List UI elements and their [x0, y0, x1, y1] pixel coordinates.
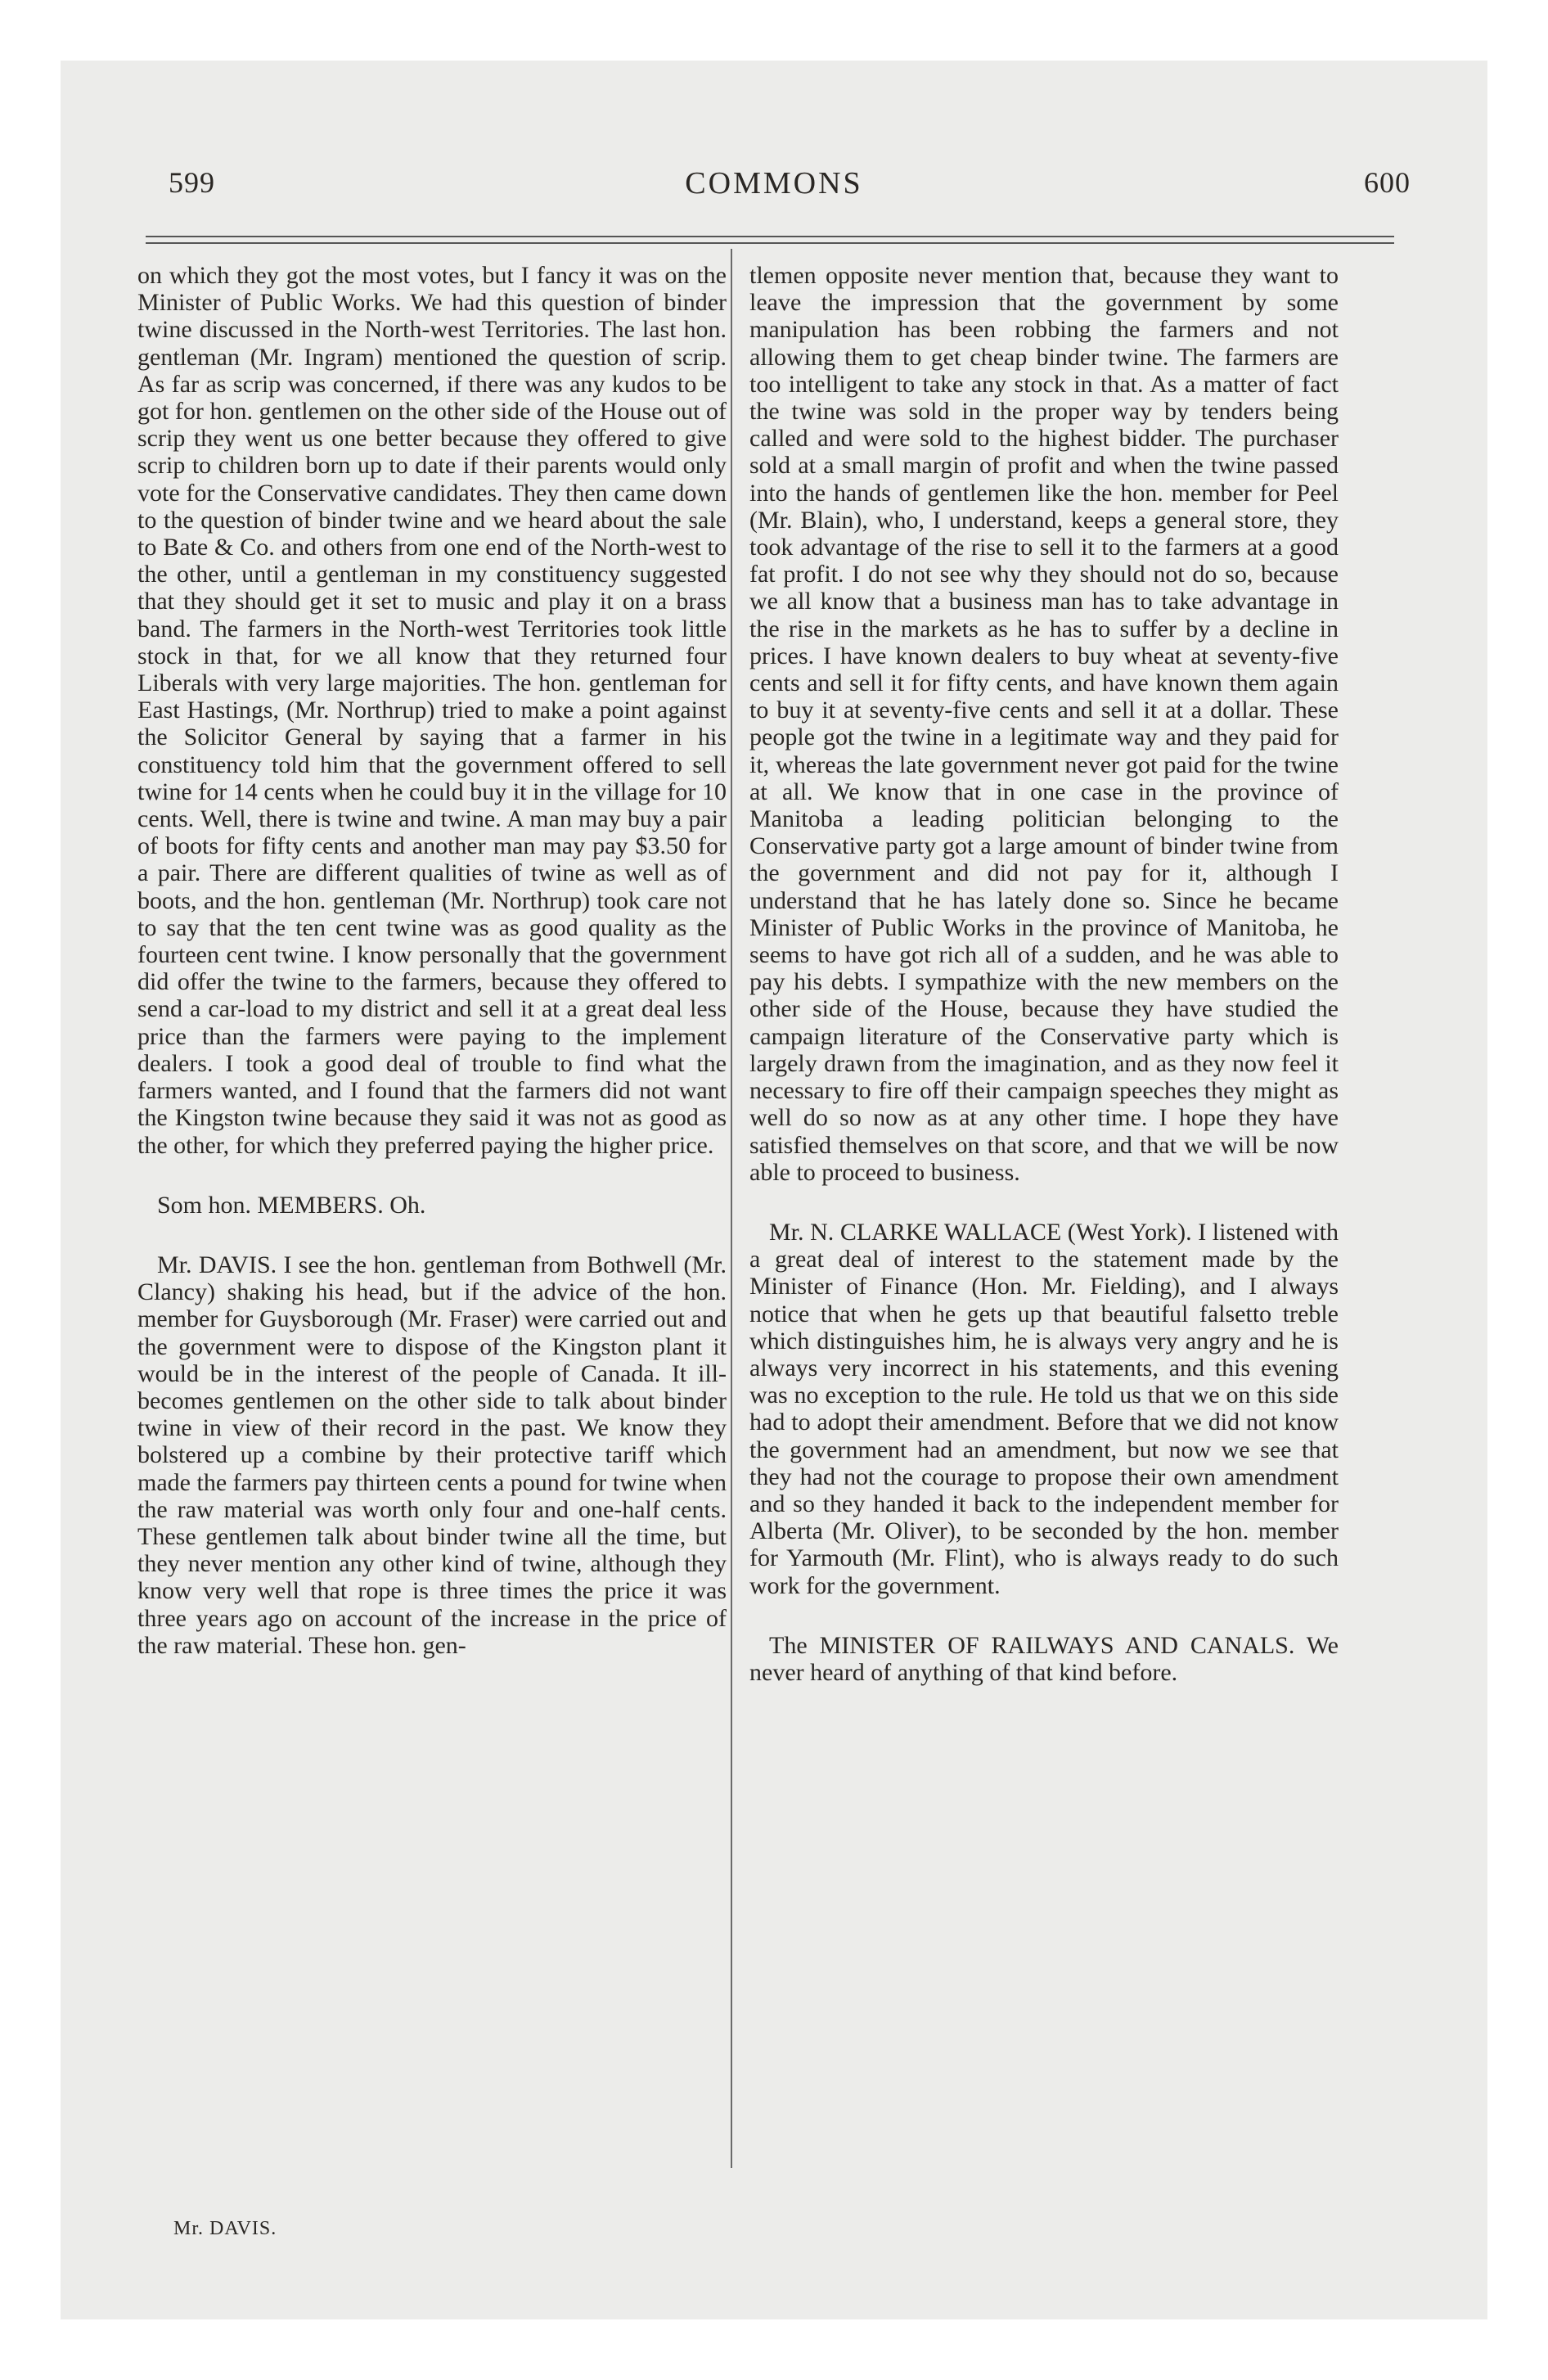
- left-paragraph-2: Som hon. MEMBERS. Oh.: [157, 1191, 426, 1219]
- left-column: [137, 262, 727, 1659]
- left-paragraph-1: on which they got the most votes, but I fancy it was on the Minister of Public Works. We had this question of binder twine discussed in the North-west Territories. The last hon. gentleman (Mr. Ingram) mentioned the question of scrip. As far as scrip was concerned, if there was any kudos to be got for hon. gentlemen on the other side of the House out of scrip they went us one better because they offered to give scrip to children born up to date if their parents would only vote for the Conservative candidates. They then came down to the question of binder twine and we heard about the sale to Bate & Co. and others from one end of the North-west to the other, until a gentleman in my constituency suggested that they should get it set to music and play it on a brass band. The farmers in the North-west Territories took little stock in that, for we all know that they returned four Liberals with very large majorities. The hon. gentleman for East Hastings, (Mr. Northrup) tried to make a point against the Solicitor General by saying that a farmer in his constituency told him that the government offered to sell twine for 14 cents when he could buy it in the village for 10 cents. Well, there is twine and twine. A man may buy a pair of boots for fifty cents and another man may pay $3.50 for a pair. There are different qualities of twine as well as of boots, and the hon. gentleman (Mr. Northrup) took care not to say that the ten cent twine was as good quality as the fourteen cent twine. I know personally that the government did offer the twine to the farmers, because they offered to send a car-load to my district and sell it at a great deal less price than the farmers were paying to the implement dealers. I took a good deal of trouble to find what the farmers wanted, and I found that the farmers did not want the Kingston twine because they said it was not as good as the other, for which they preferred paying the higher price.: [137, 262, 727, 1159]
- right-paragraph-3: The MINISTER OF RAILWAYS AND CANALS. We never heard of anything of that kind before.: [749, 1631, 1339, 1686]
- page-number-left: 599: [169, 166, 215, 199]
- footer-catchword: Mr. DAVIS.: [173, 2218, 277, 2239]
- header-rule-top: [146, 236, 1394, 237]
- right-column: [749, 262, 1339, 1686]
- page-header: [61, 61, 1487, 201]
- page-sheet: [61, 61, 1487, 2319]
- header-rule-bottom: [146, 242, 1394, 244]
- column-divider: [731, 249, 732, 2168]
- page-number-right: 600: [1364, 166, 1411, 199]
- left-paragraph-3: Mr. DAVIS. I see the hon. gentleman from Bothwell (Mr. Clancy) shaking his head, but if the advice of the hon. member for Guysborough (Mr. Fraser) were carried out and the government were to dispose of the Kingston plant it would be in the interest of the people of Canada. It ill-becomes gentlemen on the other side to talk about binder twine in view of their record in the past. We know they bolstered up a combine by their protective tariff which made the farmers pay thirteen cents a pound for twine when the raw material was worth only four and one-half cents. These gentlemen talk about binder twine all the time, but they never mention any other kind of twine, although they know very well that rope is three times the price it was three years ago on account of the increase in the price of the raw material. These hon. gen-: [137, 1251, 727, 1659]
- right-paragraph-1: tlemen opposite never mention that, because they want to leave the impression that the government by some manipulation has been robbing the farmers and not allowing them to get cheap binder twine. The farmers are too intelligent to take any stock in that. As a matter of fact the twine was sold in the proper way by tenders being called and were sold to the highest bidder. The purchaser sold at a small margin of profit and when the twine passed into the hands of gentlemen like the hon. member for Peel (Mr. Blain), who, I understand, keeps a general store, they took advantage of the rise to sell it to the farmers at a good fat profit. I do not see why they should not do so, because we all know that a business man has to take advantage in the rise in the markets as he has to suffer by a decline in prices. I have known dealers to buy wheat at seventy-five cents and sell it for fifty cents, and have known them again to buy it at seventy-five cents and sell it at a dollar. These people got the twine in a legitimate way and they paid for it, whereas the late government never got paid for the twine at all. We know that in one case in the province of Manitoba a leading politician belonging to the Conservative party got a large amount of binder twine from the government and did not pay for it, although I understand that he has lately done so. Since he became Minister of Public Works in the province of Manitoba, he seems to have got rich all of a sudden, and he was able to pay his debts. I sympathize with the new members on the other side of the House, because they have studied the campaign literature of the Conservative party which is largely drawn from the imagination, and as they now feel it necessary to fire off their campaign speeches they might as well do so now as at any other time. I hope they have satisfied themselves on that score, and that we will be now able to proceed to business.: [749, 262, 1339, 1186]
- page-title: COMMONS: [685, 166, 863, 201]
- right-paragraph-2: Mr. N. CLARKE WALLACE (West York). I listened with a great deal of interest to the statement made by the Minister of Finance (Hon. Mr. Fielding), and I always notice that when he gets up that beautiful falsetto treble which distinguishes him, he is always very angry and he is always very incorrect in his statements, and this evening was no exception to the rule. He told us that we on this side had to adopt their amendment. Before that we did not know the government had an amendment, but now we see that they had not the courage to propose their own amendment and so they handed it back to the independent member for Alberta (Mr. Oliver), to be seconded by the hon. member for Yarmouth (Mr. Flint), who is always ready to do such work for the government.: [749, 1218, 1339, 1599]
